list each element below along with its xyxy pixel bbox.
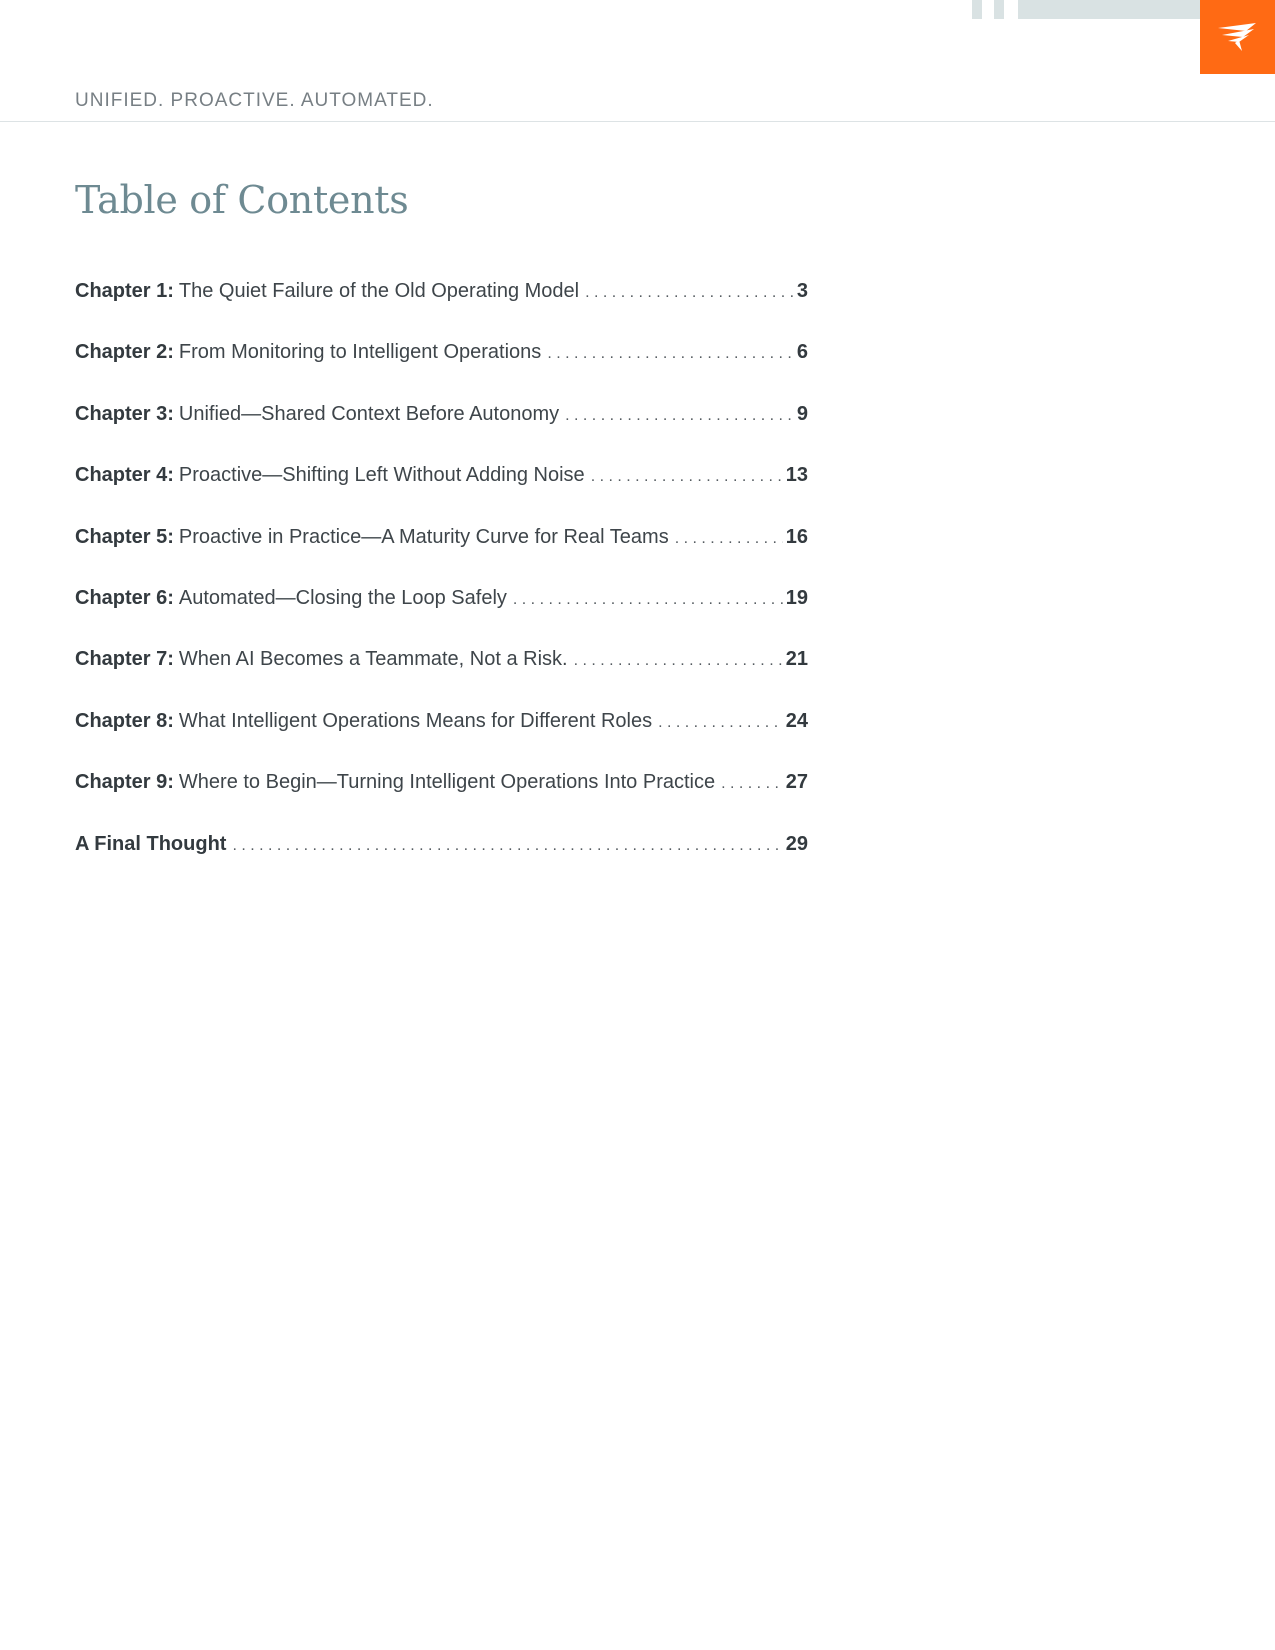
- page-title: Table of Contents: [75, 178, 409, 222]
- toc-entry-page: 19: [785, 586, 808, 609]
- toc-entry-label: Chapter 3:: [75, 402, 174, 425]
- header-decoration: [972, 0, 1202, 19]
- toc-entry-title: The Quiet Failure of the Old Operating Model: [178, 280, 580, 302]
- toc-entry-final-thought[interactable]: [75, 829, 808, 890]
- dot-leader: [232, 831, 782, 861]
- toc-entry-page: 6: [796, 341, 808, 364]
- toc-entry-page: 13: [785, 464, 808, 487]
- brand-logo: [1200, 0, 1275, 74]
- decor-bar: [972, 0, 982, 19]
- toc-entry-title: Automated—Closing the Loop Safely: [178, 586, 507, 609]
- toc-entry-page: 3: [796, 280, 808, 302]
- toc-entry-page: 29: [785, 832, 808, 855]
- toc-entry-label: Chapter 9:: [75, 771, 174, 794]
- toc-entry-chapter-5[interactable]: [75, 522, 808, 583]
- bird-logo-icon: [1216, 20, 1260, 54]
- toc-entry-title: From Monitoring to Intelligent Operations: [178, 341, 542, 364]
- toc-entry-chapter-9[interactable]: [75, 767, 808, 828]
- dot-leader: [547, 339, 794, 369]
- decor-bar: [1018, 0, 1202, 19]
- toc-entry-label: A Final Thought: [75, 832, 227, 855]
- toc-entry-label: Chapter 2:: [75, 341, 174, 364]
- toc-entry-chapter-1[interactable]: [75, 276, 808, 337]
- toc-entry-label: Chapter 8:: [75, 709, 174, 732]
- toc-entry-title: What Intelligent Operations Means for Different Roles: [178, 709, 653, 732]
- dot-leader: [721, 769, 783, 799]
- dot-leader: [585, 278, 794, 308]
- toc-entry-page: 21: [785, 648, 808, 671]
- toc-entry-page: 24: [785, 709, 808, 732]
- toc-entry-page: 9: [796, 402, 808, 425]
- toc-entry-chapter-7[interactable]: [75, 644, 808, 705]
- dot-leader: [658, 708, 783, 738]
- toc-entry-page: 16: [785, 525, 808, 548]
- dot-leader: [675, 524, 783, 554]
- header-tagline: UNIFIED. PROACTIVE. AUTOMATED.: [75, 90, 434, 111]
- toc-entry-label: Chapter 6:: [75, 586, 174, 609]
- dot-leader: [565, 401, 794, 431]
- toc-entry-chapter-2[interactable]: [75, 337, 808, 398]
- toc-entry-page: 27: [785, 771, 808, 794]
- toc-entry-title: Where to Begin—Turning Intelligent Operations Into Practice: [178, 771, 716, 794]
- toc-entry-title: Proactive—Shifting Left Without Adding Noise: [178, 464, 585, 487]
- toc-entry-chapter-3[interactable]: [75, 399, 808, 460]
- decor-bar: [994, 0, 1004, 19]
- toc-entry-chapter-8[interactable]: [75, 706, 808, 767]
- toc-entry-label: Chapter 4:: [75, 464, 174, 487]
- toc-entry-label: Chapter 1:: [75, 280, 174, 302]
- toc-entry-label: Chapter 5:: [75, 525, 174, 548]
- dot-leader: [591, 462, 783, 492]
- toc-entry-title: Unified—Shared Context Before Autonomy: [178, 402, 560, 425]
- toc-entry-chapter-6[interactable]: [75, 583, 808, 644]
- toc-entry-title: When AI Becomes a Teammate, Not a Risk.: [178, 648, 568, 671]
- header-divider: [0, 121, 1275, 122]
- dot-leader: [513, 585, 783, 615]
- toc-entry-title: Proactive in Practice—A Maturity Curve for Real Teams: [178, 525, 669, 548]
- toc-entry-chapter-4[interactable]: [75, 460, 808, 521]
- dot-leader: [574, 646, 783, 676]
- table-of-contents: [75, 276, 808, 890]
- toc-entry-label: Chapter 7:: [75, 648, 174, 671]
